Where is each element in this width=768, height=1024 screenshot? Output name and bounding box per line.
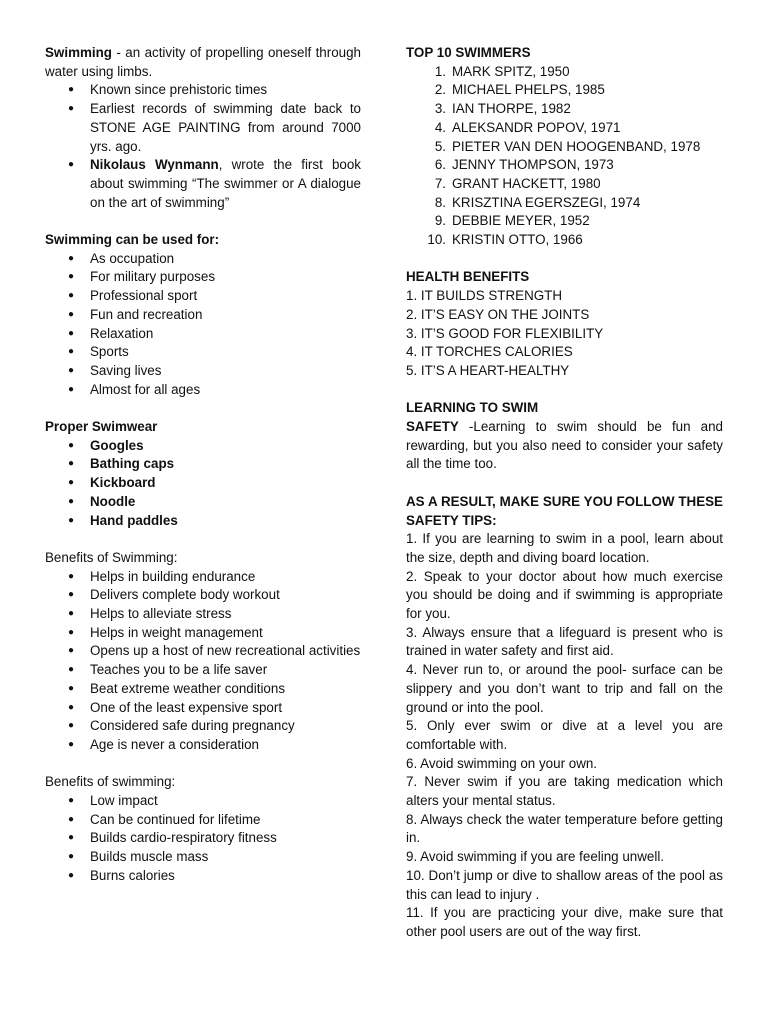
safety-text: -Learning to swim should be fun and rewarding, but you also need to consider your safety all the time too.: [406, 419, 723, 472]
tip-item: 2. Speak to your doctor about how much exercise you should be doing and if swimming is appropriate for you.: [406, 568, 723, 622]
list-item: ● Relaxation: [45, 325, 361, 344]
list-item: 3. IAN THORPE, 1982: [434, 101, 571, 117]
list-item: ● Helps in weight management: [45, 624, 361, 643]
list-item: ● Noodle: [45, 493, 361, 512]
tip-item: 6. Avoid swimming on your own.: [406, 755, 598, 771]
list-item: 1. MARK SPITZ, 1950: [434, 63, 570, 79]
health-heading: HEALTH BENEFITS: [406, 269, 530, 285]
list-item: ● Almost for all ages: [45, 381, 361, 400]
list-item: ● Saving lives: [45, 362, 361, 381]
list-item: ● Known since prehistoric times: [45, 81, 361, 100]
list-item: ● Helps in building endurance: [45, 568, 361, 587]
list-item: ● Can be continued for lifetime: [45, 811, 361, 830]
list-item: ● Age is never a consideration: [45, 736, 361, 755]
list-item: 5. PIETER VAN DEN HOOGENBAND, 1978: [434, 138, 701, 154]
list-item: 8. KRISZTINA EGERSZEGI, 1974: [434, 194, 641, 210]
benefits-heading: Benefits of Swimming:: [45, 549, 178, 565]
top10-list: [406, 63, 723, 250]
list-item: ● Burns calories: [45, 867, 361, 886]
tip-item: 10. Don’t jump or dive to shallow areas of the pool as this can lead to injury .: [406, 867, 723, 902]
health-item: 2. IT’S EASY ON THE JOINTS: [406, 306, 590, 322]
list-item: ● Teaches you to be a life saver: [45, 661, 361, 680]
tip-item: 3. Always ensure that a lifeguard is present who is trained in water safety and first aid.: [406, 624, 723, 659]
health-item: 5. IT’S A HEART-HEALTHY: [406, 362, 570, 378]
list-item: ● Sports: [45, 343, 361, 362]
tip-item: 8. Always check the water temperature before getting in.: [406, 811, 723, 846]
list-item: 10. KRISTIN OTTO, 1966: [427, 232, 583, 248]
health-item: 3. IT’S GOOD FOR FLEXIBILITY: [406, 325, 604, 341]
right-column: [406, 44, 723, 942]
list-item: ● As occupation: [45, 250, 361, 269]
tip-item: 9. Avoid swimming if you are feeling unwell.: [406, 849, 665, 865]
uses-list: [45, 250, 361, 400]
list-item: [45, 156, 361, 212]
intro-definition: - an activity of propelling oneself through water using limbs.: [45, 45, 361, 79]
tip-item: 1. If you are learning to swim in a pool, learn about the size, depth and diving board location.: [406, 531, 723, 565]
list-item: ● Opens up a host of new recreational activities: [45, 642, 361, 661]
swimwear-heading: Proper Swimwear: [45, 419, 158, 435]
safety-paragraph: [406, 418, 723, 474]
health-item: 4. IT TORCHES CALORIES: [406, 344, 573, 360]
uses-heading: Swimming can be used for:: [45, 232, 220, 248]
left-column: [45, 44, 361, 886]
intro-paragraph: [45, 44, 361, 81]
wynmann-name: Nikolaus Wynmann: [90, 157, 219, 173]
list-item: ● Professional sport: [45, 287, 361, 306]
list-item: ● Bathing caps: [45, 455, 361, 474]
list-item: ● Hand paddles: [45, 512, 361, 531]
benefits-list: [45, 568, 361, 755]
list-item: 7. GRANT HACKETT, 1980: [434, 175, 601, 191]
tip-item: 7. Never swim if you are taking medication which alters your mental status.: [406, 774, 723, 809]
list-item: ● Beat extreme weather conditions: [45, 680, 361, 699]
intro-list: [45, 81, 361, 212]
list-item: ● Builds muscle mass: [45, 848, 361, 867]
list-item: ● Fun and recreation: [45, 306, 361, 325]
tip-item: 5. Only ever swim or dive at a level you are comfortable with.: [406, 718, 723, 752]
list-item: ● One of the least expensive sport: [45, 699, 361, 718]
tip-item: 4. Never run to, or around the pool- surface can be slippery and you don’t want to trip and fall on the ground or into the pool.: [406, 662, 723, 715]
list-item: 9. DEBBIE MEYER, 1952: [434, 213, 590, 229]
top10-heading: TOP 10 SWIMMERS: [406, 45, 531, 60]
list-item: ● Low impact: [45, 792, 361, 811]
list-item: 4. ALEKSANDR POPOV, 1971: [434, 119, 621, 135]
list-item: 6. JENNY THOMPSON, 1973: [434, 157, 614, 173]
benefits-heading-2: Benefits of swimming:: [45, 774, 176, 790]
tip-item: 11. If you are practicing your dive, make sure that other pool users are out of the way first.: [406, 905, 723, 939]
list-item: ● Kickboard: [45, 474, 361, 493]
learning-heading: LEARNING TO SWIM: [406, 400, 539, 416]
health-item: 1. IT BUILDS STRENGTH: [406, 288, 563, 304]
list-item: 2. MICHAEL PHELPS, 1985: [434, 82, 605, 98]
list-item: ● Delivers complete body workout: [45, 586, 361, 605]
benefits-list-2: [45, 792, 361, 886]
wynmann-text: , wrote the first book about swimming “The swimmer or A dialogue on the art of swimming”: [90, 157, 361, 210]
list-item: ● Helps to alleviate stress: [45, 605, 361, 624]
list-item: ● Googles: [45, 437, 361, 456]
safety-label: SAFETY: [406, 419, 459, 435]
list-item: ● Considered safe during pregnancy: [45, 717, 361, 736]
swimwear-list: [45, 437, 361, 531]
tips-heading: AS A RESULT, MAKE SURE YOU FOLLOW THESE SAFETY TIPS:: [406, 493, 723, 528]
list-item: ● For military purposes: [45, 268, 361, 287]
list-item: ● Builds cardio-respiratory fitness: [45, 829, 361, 848]
list-item: ● Earliest records of swimming date back to STONE AGE PAINTING from around 7000 yrs. ago.: [45, 100, 361, 156]
intro-term: Swimming: [45, 45, 112, 60]
